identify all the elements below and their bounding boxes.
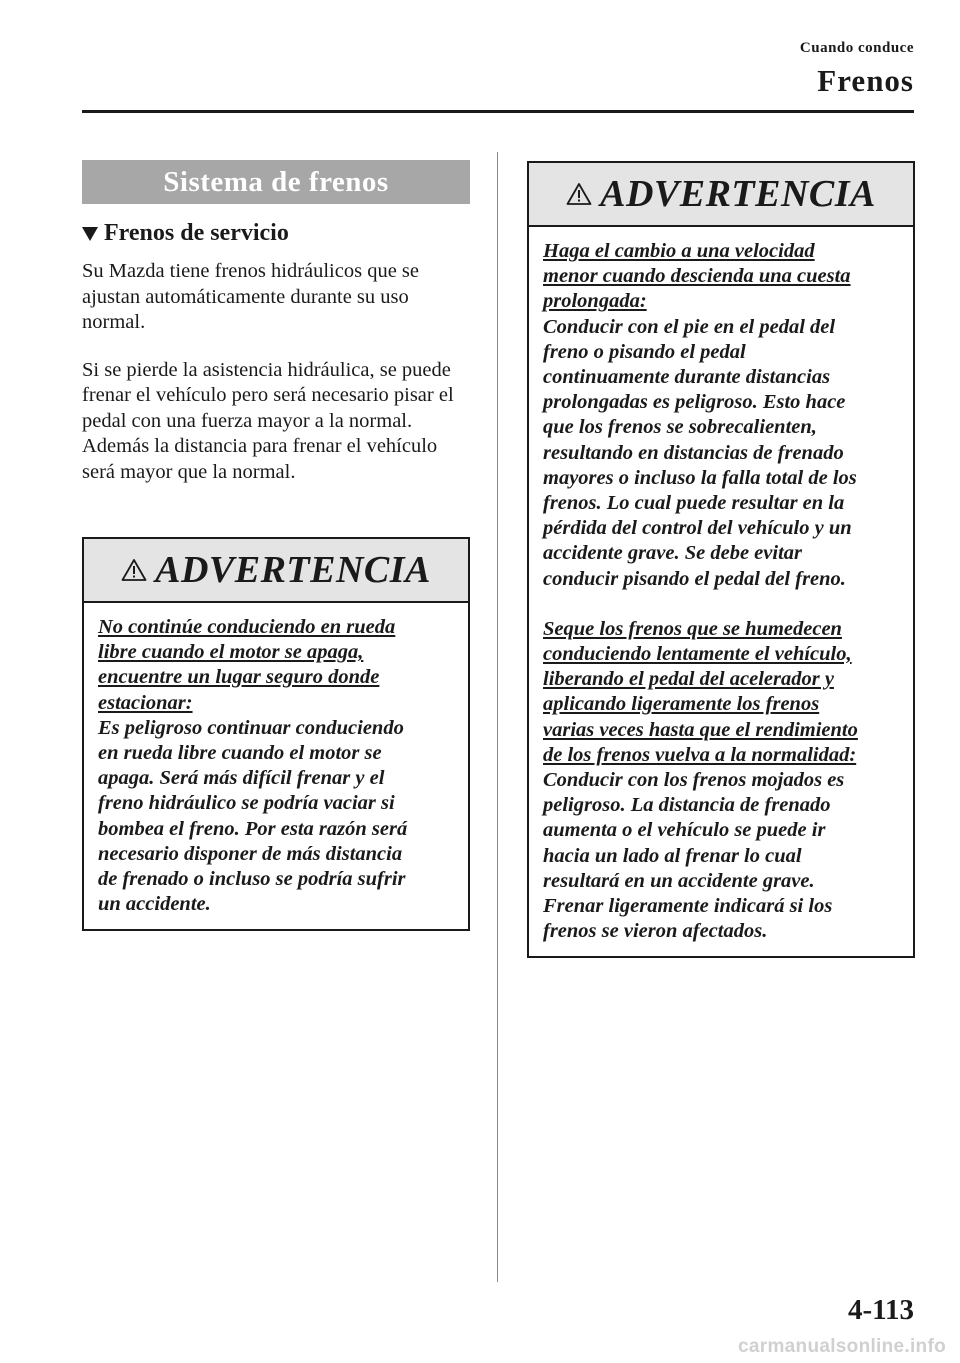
warning-line: No continúe conduciendo en rueda [98, 616, 396, 638]
warning-line: freno hidráulico se podría vaciar si [98, 792, 395, 815]
warning-line: freno o pisando el pedal [543, 340, 746, 363]
header-block [800, 40, 914, 99]
subheading-text: Frenos de servicio [104, 220, 289, 246]
warning-body [529, 227, 913, 956]
warning-line: encuentre un lugar seguro donde [98, 666, 380, 689]
warning-line: resultará en un accidente grave. [543, 869, 815, 892]
warning-line: Conducir con los frenos mojados es [543, 769, 845, 792]
warning-line: Frenar ligeramente indicará si los [543, 895, 833, 918]
warning-line: frenos se vieron afectados. [543, 920, 768, 943]
warning-line: de los frenos vuelva a la normalidad: [543, 743, 857, 766]
warning-line: libre cuando el motor se apaga, [98, 641, 364, 664]
triangle-down-icon [82, 227, 98, 241]
warning-line: accidente grave. Se debe evitar [543, 542, 803, 565]
warning-header [529, 163, 913, 227]
warning-line: liberando el pedal del acelerador y [543, 668, 834, 691]
warning-line: resultando en distancias de frenado [543, 441, 844, 464]
warning-line: estacionar: [98, 691, 193, 714]
warning-line: apaga. Será más difícil frenar y el [98, 767, 385, 790]
section-title: Sistema de frenos [82, 160, 470, 204]
warning-triangle-icon [121, 558, 147, 582]
warning-line: menor cuando descienda una cuesta [543, 265, 851, 288]
paragraph-gap [543, 592, 899, 617]
paragraph: Si se pierde la asistencia hidráulica, se puede frenar el vehículo pero será necesario pisar el pedal con una fuerza mayor a la normal. Además la distancia para frenar el vehículo será mayor que la normal. [82, 358, 454, 483]
warning-line: Conducir con el pie en el pedal del [543, 315, 836, 338]
warning-line: de frenado o incluso se podría sufrir [98, 868, 406, 891]
warning-body [84, 603, 468, 929]
warning-line: un accidente. [98, 893, 211, 916]
warning-triangle-icon [566, 182, 592, 206]
left-column [82, 160, 470, 485]
warning-box-left [82, 537, 470, 931]
warning-line: prolongadas es peligroso. Esto hace [543, 391, 846, 414]
warning-line: aumenta o el vehículo se puede ir [543, 819, 826, 842]
warning-line: mayores o incluso la falla total de los [543, 466, 857, 489]
warning-line: en rueda libre cuando el motor se [98, 742, 382, 765]
warning-line: Haga el cambio a una velocidad [543, 240, 815, 262]
warning-line: frenos. Lo cual puede resultar en la [543, 492, 845, 515]
warning-title: ADVERTENCIA [600, 173, 876, 215]
warning-line: peligroso. La distancia de frenado [543, 794, 831, 817]
header-rule [82, 110, 914, 113]
page-number: 4-113 [847, 1294, 914, 1326]
warning-line: conduciendo lentamente el vehículo, [543, 643, 852, 666]
watermark: carmanualsonline.info [738, 1336, 946, 1357]
warning-line: varias veces hasta que el rendimiento [543, 718, 858, 741]
warning-line: hacia un lado al frenar lo cual [543, 844, 802, 867]
warning-box-right [527, 161, 915, 958]
warning-line: Seque los frenos que se humedecen [543, 617, 842, 640]
warning-line: prolongada: [543, 290, 647, 313]
paragraph: Su Mazda tiene frenos hidráulicos que se ajustan automáticamente durante su uso normal. [82, 260, 420, 333]
header-section: Cuando conduce [799, 40, 914, 56]
warning-line: pérdida del control del vehículo y un [543, 517, 852, 540]
header-chapter: Frenos [817, 63, 914, 98]
warning-line: conducir pisando el pedal del freno. [543, 567, 846, 590]
warning-line: Es peligroso continuar conduciendo [98, 716, 404, 739]
warning-line: necesario disponer de más distancia [98, 842, 403, 865]
warning-header [84, 539, 468, 603]
warning-title: ADVERTENCIA [155, 549, 431, 591]
warning-line: continuamente durante distancias [543, 366, 831, 389]
warning-line: bombea el freno. Por esta razón será [98, 817, 408, 840]
column-divider [497, 152, 498, 1282]
warning-line: que los frenos se sobrecalienten, [543, 416, 817, 439]
warning-line: aplicando ligeramente los frenos [543, 693, 820, 716]
subheading [82, 220, 470, 247]
